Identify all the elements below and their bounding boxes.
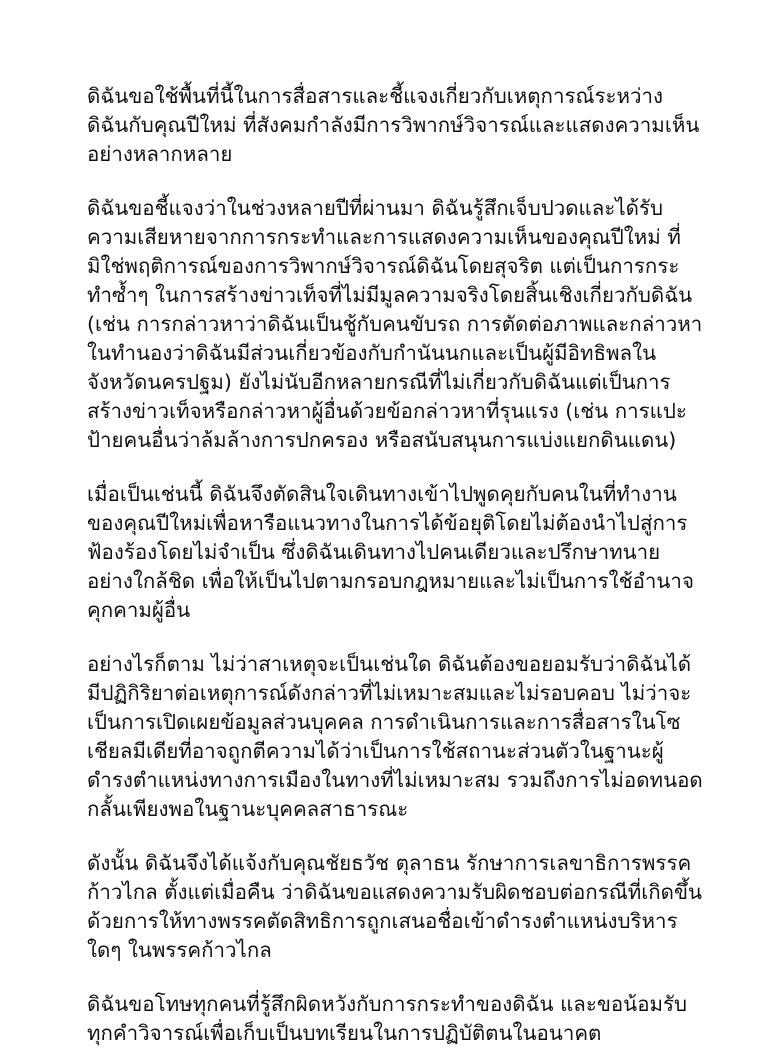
statement-text-block <box>87 82 703 1048</box>
paragraph-4: อย่างไรก็ตาม ไม่ว่าสาเหตุจะเป็นเช่นใด ดิฉันต้องขอยอมรับว่าดิฉันได้มีปฏิกิริยาต่อเหตุการณ์ดังกล่าวที่ไม่เหมาะสมและไม่รอบคอบ ไม่ว่าจะเป็นการเปิดเผยข้อมูลส่วนบุคคล การดำเนินการและการสื่อสารในโซเชียลมีเดียที่อาจถูกตีความได้ว่าเป็นการใช้สถานะส่วนตัวในฐานะผู้ดำรงตำแหน่งทางการเมืองในทางที่ไม่เหมาะสม รวมถึงการไม่อดทนอดกลั้นเพียงพอในฐานะบุคคลสาธารณะ <box>87 652 703 821</box>
paragraph-5: ดังนั้น ดิฉันจึงได้แจ้งกับคุณชัยธวัช ตุลาธน รักษาการเลขาธิการพรรคก้าวไกล ตั้งแต่เมื่อคืน ว่าดิฉันขอแสดงความรับผิดชอบต่อกรณีที่เกิดขึ้นด้วยการให้ทางพรรคตัดสิทธิการถูกเสนอชื่อเข้าดำรงตำแหน่งบริหารใดๆ ในพรรคก้าวไกล <box>87 851 703 962</box>
paragraph-6: ดิฉันขอโทษทุกคนที่รู้สึกผิดหวังกับการกระทำของดิฉัน และขอน้อมรับทุกคำวิจารณ์เพื่อเก็บเป็นบทเรียนในการปฏิบัติตนในอนาคต <box>87 992 688 1045</box>
paragraph-3: เมื่อเป็นเช่นนี้ ดิฉันจึงตัดสินใจเดินทางเข้าไปพูดคุยกับคนในที่ทำงานของคุณปีใหม่เพื่อหารือแนวทางในการได้ข้อยุติโดยไม่ต้องนำไปสู่การฟ้องร้องโดยไม่จำเป็น ซึ่งดิฉันเดินทางไปคนเดียวและปรึกษาทนายอย่างใกล้ชิด เพื่อให้เป็นไปตามกรอบกฎหมายและไม่เป็นการใช้อำนาจคุกคามผู้อื่น <box>87 482 694 622</box>
paragraph-2: ดิฉันขอชี้แจงว่าในช่วงหลายปีที่ผ่านมา ดิฉันรู้สึกเจ็บปวดและได้รับความเสียหายจากการกระทำและการแสดงความเห็นของคุณปีใหม่ ที่มิใช่พฤติการณ์ของการวิพากษ์วิจารณ์ดิฉันโดยสุจริต แต่เป็นการกระทำซ้ำๆ ในการสร้างข่าวเท็จที่ไม่มีมูลความจริงโดยสิ้นเชิงเกี่ยวกับดิฉัน (เช่น การกล่าวหาว่าดิฉันเป็นชู้กับคนขับรถ การตัดต่อภาพและกล่าวหาในทำนองว่าดิฉันมีส่วนเกี่ยวข้องกับกำนันนกและเป็นผู้มีอิทธิพลในจังหวัดนครปฐม) ยังไม่นับอีกหลายกรณีที่ไม่เกี่ยวกับดิฉันแต่เป็นการสร้างข่าวเท็จหรือกล่าวหาผู้อื่นด้วยข้อกล่าวหาที่รุนแรง (เช่น การแปะป้ายคนอื่นว่าล้มล้างการปกครอง หรือสนับสนุนการแบ่งแยกดินแดน) <box>87 196 703 452</box>
paragraph-1: ดิฉันขอใช้พื้นที่นี้ในการสื่อสารและชี้แจงเกี่ยวกับเหตุการณ์ระหว่างดิฉันกับคุณปีใหม่ ที่สังคมกำลังมีการวิพากษ์วิจารณ์และแสดงความเห็นอย่างหลากหลาย <box>87 84 700 166</box>
